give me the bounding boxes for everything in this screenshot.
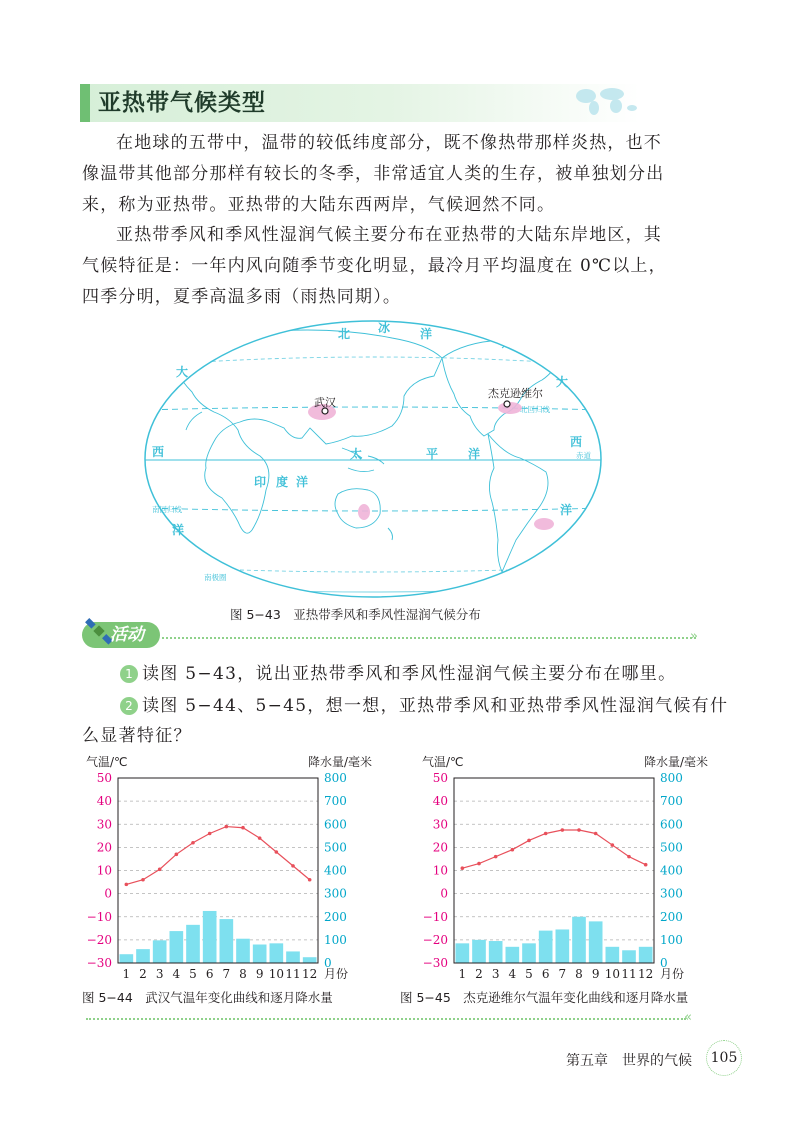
section-header-bar bbox=[80, 84, 90, 122]
temp-tick-label: 10 bbox=[432, 863, 448, 878]
temp-point bbox=[611, 843, 615, 847]
temp-point bbox=[275, 850, 279, 854]
month-tick-label: 4 bbox=[508, 967, 517, 981]
precip-tick-label: 0 bbox=[660, 956, 668, 970]
bottom-divider bbox=[86, 1018, 686, 1020]
month-tick-label: 9 bbox=[255, 967, 264, 981]
precip-tick-label: 800 bbox=[660, 771, 683, 785]
temp-point bbox=[125, 883, 129, 887]
jacksonville-climate-chart bbox=[418, 752, 708, 984]
tropic-cancer-label: 北回归线 bbox=[520, 405, 550, 414]
temp-point bbox=[308, 878, 312, 882]
precip-bar bbox=[303, 957, 317, 963]
temp-tick-label: 50 bbox=[96, 771, 112, 785]
wuhan-label: 武汉 bbox=[314, 396, 336, 409]
month-tick-label: 8 bbox=[575, 967, 583, 981]
temp-tick-label: −10 bbox=[86, 909, 112, 924]
precip-tick-label: 500 bbox=[324, 840, 347, 855]
section-title: 亚热带气候类型 bbox=[98, 90, 266, 116]
precip-bar bbox=[506, 947, 520, 963]
month-tick-label: 12 bbox=[302, 967, 318, 981]
temp-tick-label: −20 bbox=[422, 932, 448, 947]
temp-tick-label: 0 bbox=[104, 886, 112, 901]
temp-tick-label: 50 bbox=[432, 771, 448, 785]
precip-tick-label: 200 bbox=[324, 909, 347, 924]
precip-tick-label: 400 bbox=[660, 863, 683, 878]
month-tick-label: 7 bbox=[222, 967, 231, 981]
temp-point bbox=[258, 836, 262, 840]
ocean-label-atlantic-left-2: 西 bbox=[152, 445, 165, 459]
month-tick-label: 6 bbox=[541, 967, 550, 981]
precip-bar bbox=[270, 943, 284, 963]
month-tick-label: 5 bbox=[189, 967, 197, 981]
precip-bar bbox=[186, 925, 200, 963]
precip-tick-label: 800 bbox=[324, 771, 347, 785]
month-tick-label: 3 bbox=[491, 967, 500, 981]
precip-bar bbox=[286, 951, 300, 963]
month-tick-label: 12 bbox=[638, 967, 654, 981]
precip-tick-label: 600 bbox=[324, 817, 347, 832]
activity-divider bbox=[162, 637, 696, 639]
month-tick-label: 1 bbox=[458, 967, 467, 981]
map-outline bbox=[145, 321, 601, 597]
tropic-capricorn-label: 南回归线 bbox=[152, 505, 182, 514]
temp-point bbox=[477, 862, 481, 866]
temp-point bbox=[291, 864, 295, 868]
precip-bar bbox=[153, 940, 167, 963]
month-tick-label: 4 bbox=[172, 967, 181, 981]
temp-point bbox=[627, 855, 631, 859]
month-tick-label: 5 bbox=[525, 967, 533, 981]
precip-bar bbox=[589, 921, 603, 963]
temp-tick-label: 10 bbox=[96, 863, 112, 878]
ocean-label-arctic-3: 洋 bbox=[420, 327, 433, 341]
month-axis-title: 月份 bbox=[324, 967, 349, 981]
chart-1-caption: 图 5−44 武汉气温年变化曲线和逐月降水量 bbox=[82, 990, 333, 1005]
precip-bar bbox=[606, 947, 620, 963]
temp-tick-label: 0 bbox=[440, 886, 448, 901]
precip-bar bbox=[622, 950, 636, 963]
paragraph-1: 在地球的五带中，温带的较低纬度部分，既不像热带那样炎热，也不像温带其他部分那样有较长的冬季，非常适宜人类的生存，被单独划分出来，称为亚热带。亚热带的大陆东西两岸，气候迥然不同。 bbox=[82, 133, 665, 215]
month-tick-label: 11 bbox=[285, 967, 301, 981]
equator-label: 赤道 bbox=[576, 451, 591, 460]
ocean-label-indian-3: 洋 bbox=[296, 475, 309, 489]
precip-tick-label: 100 bbox=[660, 932, 683, 947]
precip-tick-label: 300 bbox=[660, 886, 683, 901]
ocean-label-pacific-1: 太 bbox=[350, 447, 363, 461]
precip-bar bbox=[236, 939, 250, 963]
temp-point bbox=[561, 828, 565, 832]
month-tick-label: 8 bbox=[239, 967, 247, 981]
ocean-label-atlantic-left-1: 大 bbox=[176, 365, 189, 379]
month-tick-label: 7 bbox=[558, 967, 567, 981]
temp-point bbox=[208, 832, 212, 836]
temp-tick-label: −10 bbox=[422, 909, 448, 924]
temp-point bbox=[175, 853, 179, 857]
paragraph-2: 亚热带季风和季风性湿润气候主要分布在亚热带的大陆东岸地区，其气候特征是：一年内风向随季节变化明显，最冷月平均温度在 0℃以上，四季分明，夏季高温多雨（雨热同期）。 bbox=[82, 225, 667, 307]
map-caption: 图 5−43 亚热带季风和季风性湿润气候分布 bbox=[230, 607, 481, 622]
ocean-label-atlantic-right-1: 大 bbox=[556, 375, 569, 389]
temp-point bbox=[191, 841, 195, 845]
precip-bar bbox=[522, 943, 536, 963]
precip-bar bbox=[456, 943, 470, 963]
activity-label: 活动 bbox=[110, 625, 144, 645]
precip-bar bbox=[120, 954, 134, 963]
month-tick-label: 1 bbox=[122, 967, 131, 981]
precip-tick-label: 0 bbox=[324, 956, 332, 970]
chart-2-caption: 图 5−45 杰克逊维尔气温年变化曲线和逐月降水量 bbox=[400, 990, 689, 1005]
temp-tick-label: −20 bbox=[86, 932, 112, 947]
month-tick-label: 9 bbox=[591, 967, 600, 981]
ocean-label-indian-1: 印 bbox=[254, 475, 267, 489]
temp-line bbox=[126, 827, 309, 885]
precip-bar bbox=[556, 929, 570, 963]
temp-tick-label: 40 bbox=[432, 794, 448, 809]
temp-point bbox=[225, 825, 229, 829]
month-tick-label: 2 bbox=[139, 967, 147, 981]
temp-tick-label: −30 bbox=[422, 956, 448, 970]
precip-tick-label: 500 bbox=[660, 840, 683, 855]
temp-point bbox=[594, 832, 598, 836]
precip-tick-label: 200 bbox=[660, 909, 683, 924]
precip-tick-label: 400 bbox=[324, 863, 347, 878]
precip-bar bbox=[539, 931, 553, 963]
question-1-text: 读图 5−43，说出亚热带季风和季风性湿润气候主要分布在哪里。 bbox=[142, 664, 677, 684]
month-tick-label: 10 bbox=[268, 967, 284, 981]
temp-tick-label: −30 bbox=[86, 956, 112, 970]
temp-line bbox=[462, 830, 645, 868]
question-2-number: 2 bbox=[120, 697, 138, 715]
jacksonville-label: 杰克逊维尔 bbox=[488, 387, 543, 400]
temp-point bbox=[494, 855, 498, 859]
precip-tick-label: 700 bbox=[324, 794, 347, 809]
precip-axis-title: 降水量/毫米 bbox=[307, 755, 372, 769]
ocean-label-atlantic-left-3: 洋 bbox=[172, 523, 185, 537]
temp-tick-label: 20 bbox=[96, 840, 112, 855]
month-tick-label: 2 bbox=[475, 967, 483, 981]
world-climate-map bbox=[142, 318, 604, 600]
temp-point bbox=[544, 832, 548, 836]
question-2-text-cont: 么显著特征？ bbox=[82, 726, 192, 746]
temp-point bbox=[141, 878, 145, 882]
jacksonville-marker bbox=[504, 401, 510, 407]
temp-axis-title: 气温/℃ bbox=[422, 755, 464, 769]
precip-bar bbox=[572, 917, 586, 963]
divider-arrow-icon: » bbox=[690, 629, 698, 644]
month-tick-label: 6 bbox=[205, 967, 214, 981]
antarctic-circle-label: 南极圈 bbox=[204, 573, 227, 582]
ocean-label-arctic-1: 北 bbox=[338, 327, 351, 341]
temp-tick-label: 30 bbox=[432, 817, 448, 832]
temp-point bbox=[461, 866, 465, 870]
month-axis-title: 月份 bbox=[660, 967, 685, 981]
question-1-number: 1 bbox=[120, 665, 138, 683]
temp-point bbox=[511, 848, 515, 852]
ocean-label-pacific-2: 平 bbox=[426, 447, 439, 461]
precip-tick-label: 300 bbox=[324, 886, 347, 901]
temp-tick-label: 20 bbox=[432, 840, 448, 855]
month-tick-label: 11 bbox=[621, 967, 637, 981]
precip-tick-label: 600 bbox=[660, 817, 683, 832]
wuhan-climate-chart bbox=[82, 752, 372, 984]
month-tick-label: 3 bbox=[155, 967, 164, 981]
temp-tick-label: 30 bbox=[96, 817, 112, 832]
precip-tick-label: 700 bbox=[660, 794, 683, 809]
page-number: 105 bbox=[706, 1040, 742, 1076]
precip-bar bbox=[253, 945, 267, 964]
ocean-label-arctic-2: 冰 bbox=[378, 321, 391, 335]
temp-point bbox=[241, 826, 245, 830]
precip-bar bbox=[203, 911, 217, 963]
precip-bar bbox=[170, 931, 184, 963]
chapter-title: 第五章 世界的气候 bbox=[566, 1053, 692, 1069]
temp-point bbox=[527, 839, 531, 843]
temp-tick-label: 40 bbox=[96, 794, 112, 809]
precip-tick-label: 100 bbox=[324, 932, 347, 947]
temp-point bbox=[158, 868, 162, 872]
ocean-label-indian-2: 度 bbox=[276, 475, 289, 489]
ocean-label-atlantic-right-3: 洋 bbox=[560, 503, 573, 517]
temp-point bbox=[577, 828, 581, 832]
precip-bar bbox=[489, 941, 503, 963]
month-tick-label: 10 bbox=[604, 967, 620, 981]
world-map-icon bbox=[572, 82, 642, 118]
bottom-divider-arrow-icon: « bbox=[684, 1010, 692, 1025]
ocean-label-atlantic-right-2: 西 bbox=[570, 435, 583, 449]
temp-point bbox=[644, 863, 648, 867]
precip-bar bbox=[639, 947, 653, 963]
precip-bar bbox=[136, 949, 150, 963]
ocean-label-pacific-3: 洋 bbox=[468, 447, 481, 461]
question-2-text: 读图 5−44、5−45，想一想，亚热带季风和亚热带季风性湿润气候有什 bbox=[142, 696, 729, 716]
precip-axis-title: 降水量/毫米 bbox=[643, 755, 708, 769]
temp-axis-title: 气温/℃ bbox=[86, 755, 128, 769]
precip-bar bbox=[220, 919, 234, 963]
precip-bar bbox=[472, 940, 486, 963]
